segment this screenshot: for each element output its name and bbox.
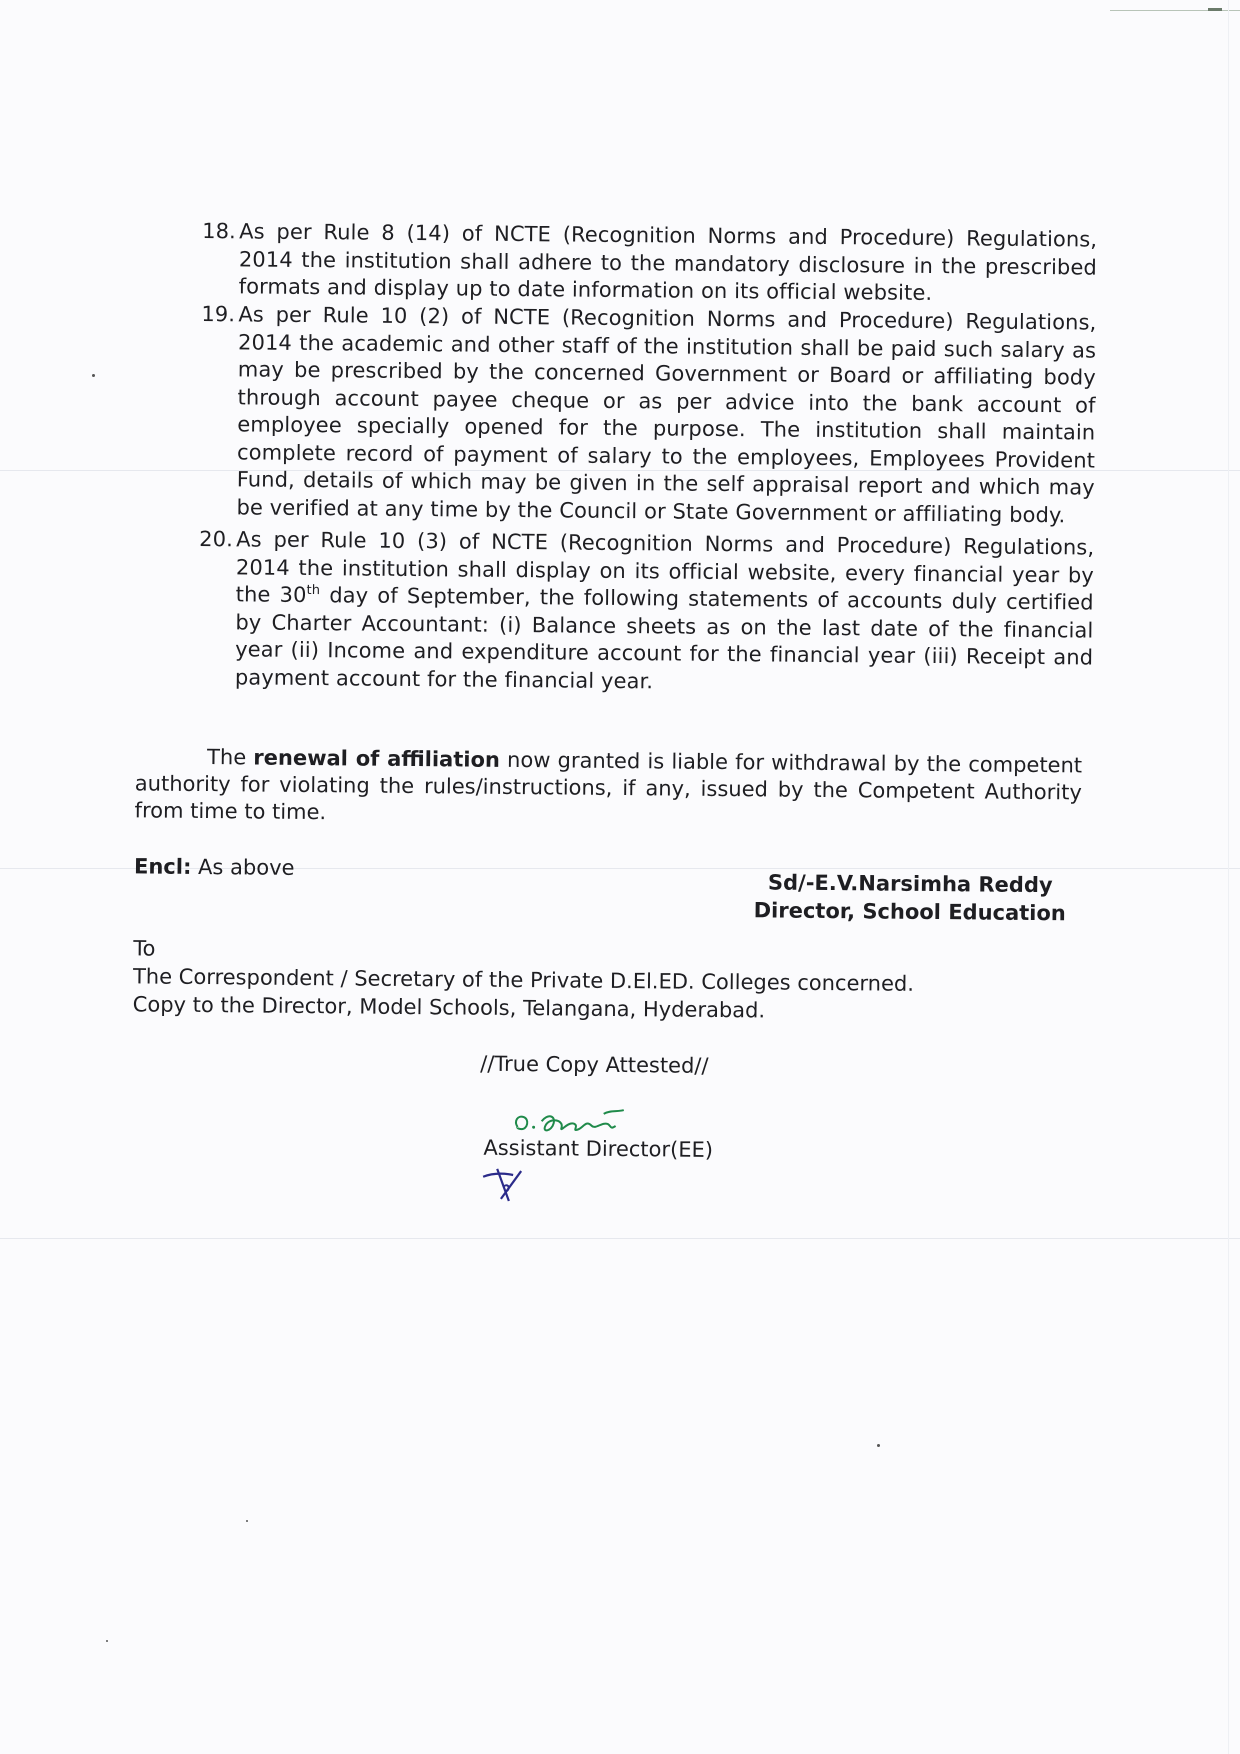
enclosure-line: [134, 853, 295, 882]
signatory-name: Sd/-E.V.Narsimha Reddy: [767, 870, 1053, 898]
clause-number: 20.: [199, 526, 234, 552]
addressee-line: The Correspondent / Secretary of the Private D.El.ED. Colleges concerned.: [132, 964, 915, 996]
true-copy-stamp: //True Copy Attested//: [480, 1051, 709, 1078]
clause-text: As per Rule 8 (14) of NCTE (Recognition Norms and Procedure) Regulations, 2014 the institution shall adhere to the mandatory disclosure in the prescribed formats and display up to date information on its official website.: [238, 219, 1098, 305]
attesting-officer-designation: Assistant Director(EE): [483, 1135, 714, 1162]
numbered-clause: [199, 301, 1096, 530]
numbered-clause: [198, 526, 1095, 700]
clause-text: As per Rule 10 (3) of NCTE (Recognition Norms and Procedure) Regulations, 2014 the institution shall display on its official website, every financial year by the 30th day of September, the following statements of accounts duly certified by Charter Accountant: (i) Balance sheets as on the last date of the financial year (ii) Income and expenditure account for the financial year (iii) Receipt and payment account for the financial year.: [234, 527, 1095, 693]
addressee-to: To: [133, 936, 156, 961]
renewal-paragraph: The renewal of affiliation now granted is liable for withdrawal by the competent authority for violating the rules/instructions, if any, issued by the Competent Authority from time to time.: [134, 745, 1083, 825]
signatory-designation: Director, School Education: [753, 898, 1066, 926]
enclosure-value: As above: [197, 854, 295, 880]
clause-text: As per Rule 10 (2) of NCTE (Recognition Norms and Procedure) Regulations, 2014 the academic and other staff of the institution shall be paid such salary as may be prescribed by the concerned Government or Board or affiliating body through account payee cheque or as per advice into the bank account of employee specially opened for the purpose. The institution shall maintain complete record of payment of salary to the employees, Employees Provident Fund, details of which may be given in the self appraisal report and which may be verified at any time by the Council or State Government or affiliating body.: [236, 302, 1097, 527]
numbered-clause: [202, 218, 1098, 309]
initials-mark: [479, 1165, 539, 1206]
enclosure-label: Encl:: [133, 854, 192, 879]
clause-number: 18.: [202, 218, 236, 244]
clause-number: 19.: [201, 301, 236, 327]
renewal-emphasis: renewal of affiliation: [253, 745, 501, 772]
copy-to-line: Copy to the Director, Model Schools, Telangana, Hyderabad.: [132, 992, 766, 1023]
